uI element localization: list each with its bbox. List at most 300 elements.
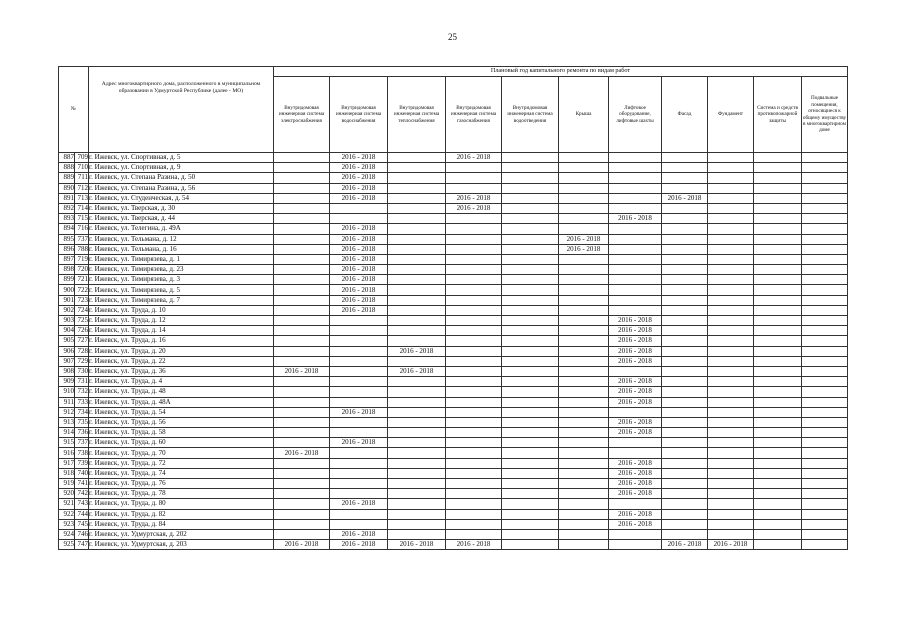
row-work-year	[708, 254, 754, 264]
row-work-year	[274, 417, 330, 427]
row-work-year	[446, 438, 502, 448]
row-register-number: 724	[75, 305, 89, 315]
row-number: 889	[59, 173, 75, 183]
row-work-year	[802, 519, 848, 529]
row-work-year	[754, 153, 802, 163]
row-work-year	[662, 509, 708, 519]
header-col-heat-supply: Внутридомовая инженерная система теплоснабжения	[388, 77, 446, 153]
row-work-year	[388, 458, 446, 468]
row-work-year	[609, 448, 662, 458]
row-work-year	[609, 407, 662, 417]
row-work-year	[609, 529, 662, 539]
row-register-number: 733	[75, 397, 89, 407]
row-work-year	[708, 387, 754, 397]
row-work-year	[662, 163, 708, 173]
header-col-drainage: Внутридомовая инженерная система водоотведения	[502, 77, 559, 153]
row-work-year	[502, 275, 559, 285]
row-register-number: 737	[75, 438, 89, 448]
row-work-year	[274, 265, 330, 275]
row-work-year	[802, 254, 848, 264]
row-address: г. Ижевск, ул. Труда, д. 48А	[89, 397, 274, 407]
row-work-year	[446, 336, 502, 346]
row-work-year: 2016 - 2018	[609, 458, 662, 468]
row-work-year	[502, 509, 559, 519]
table-row	[59, 305, 848, 315]
header-col-water-supply: Внутридомовая инженерная система водоснабжения	[330, 77, 388, 153]
row-address: г. Ижевск, ул. Труда, д. 56	[89, 417, 274, 427]
row-work-year	[330, 356, 388, 366]
row-work-year	[502, 265, 559, 275]
row-work-year	[754, 366, 802, 376]
row-work-year	[446, 163, 502, 173]
row-address: г. Ижевск, ул. Труда, д. 54	[89, 407, 274, 417]
row-work-year	[446, 468, 502, 478]
row-work-year	[388, 275, 446, 285]
row-work-year	[802, 366, 848, 376]
row-work-year	[330, 458, 388, 468]
row-work-year: 2016 - 2018	[274, 366, 330, 376]
row-work-year	[754, 489, 802, 499]
row-work-year	[502, 529, 559, 539]
row-work-year	[754, 234, 802, 244]
row-address: г. Ижевск, ул. Студенческая, д. 54	[89, 193, 274, 203]
row-address: г. Ижевск, ул. Тимирязева, д. 3	[89, 275, 274, 285]
row-address: г. Ижевск, ул. Труда, д. 58	[89, 428, 274, 438]
table-row	[59, 489, 848, 499]
row-address: г. Ижевск, ул. Тимирязева, д. 5	[89, 285, 274, 295]
row-work-year	[559, 366, 609, 376]
row-work-year	[330, 397, 388, 407]
row-work-year	[559, 407, 609, 417]
table-row	[59, 326, 848, 336]
row-address: г. Ижевск, ул. Труда, д. 74	[89, 468, 274, 478]
row-work-year	[330, 346, 388, 356]
row-work-year	[388, 203, 446, 213]
row-work-year	[388, 224, 446, 234]
row-work-year	[662, 448, 708, 458]
row-work-year	[708, 366, 754, 376]
row-work-year	[388, 163, 446, 173]
row-work-year	[754, 499, 802, 509]
row-work-year	[274, 153, 330, 163]
row-register-number: 747	[75, 540, 89, 550]
row-work-year	[274, 479, 330, 489]
row-work-year	[559, 438, 609, 448]
row-address: г. Ижевск, ул. Удмуртская, д. 203	[89, 540, 274, 550]
row-work-year	[662, 305, 708, 315]
row-work-year	[388, 438, 446, 448]
table-row	[59, 438, 848, 448]
row-work-year	[274, 295, 330, 305]
row-number: 907	[59, 356, 75, 366]
table-row	[59, 448, 848, 458]
row-work-year	[708, 244, 754, 254]
row-address: г. Ижевск, ул. Труда, д. 4	[89, 377, 274, 387]
row-work-year	[559, 305, 609, 315]
row-register-number: 726	[75, 326, 89, 336]
header-address: Адрес многоквартирного дома, расположенного в муниципальном образовании в Удмуртской Республике (далее - МО)	[89, 67, 274, 153]
row-address: г. Ижевск, ул. Труда, д. 16	[89, 336, 274, 346]
row-work-year	[754, 265, 802, 275]
row-work-year: 2016 - 2018	[609, 489, 662, 499]
row-register-number: 734	[75, 407, 89, 417]
row-register-number: 740	[75, 468, 89, 478]
row-work-year	[388, 244, 446, 254]
row-work-year	[802, 499, 848, 509]
row-work-year	[388, 387, 446, 397]
row-work-year	[662, 499, 708, 509]
row-work-year	[388, 529, 446, 539]
row-work-year	[754, 387, 802, 397]
row-work-year	[274, 377, 330, 387]
row-work-year	[662, 356, 708, 366]
row-number: 902	[59, 305, 75, 315]
row-work-year	[388, 153, 446, 163]
row-work-year	[802, 356, 848, 366]
row-address: г. Ижевск, ул. Труда, д. 82	[89, 509, 274, 519]
row-work-year	[446, 295, 502, 305]
table-row	[59, 428, 848, 438]
row-work-year: 2016 - 2018	[330, 295, 388, 305]
row-work-year	[559, 163, 609, 173]
row-work-year	[559, 387, 609, 397]
row-work-year: 2016 - 2018	[330, 224, 388, 234]
row-number: 887	[59, 153, 75, 163]
row-work-year	[708, 173, 754, 183]
row-work-year	[802, 458, 848, 468]
row-work-year	[502, 540, 559, 550]
row-work-year	[754, 407, 802, 417]
row-work-year: 2016 - 2018	[609, 468, 662, 478]
row-work-year	[662, 275, 708, 285]
row-work-year	[330, 326, 388, 336]
row-work-year: 2016 - 2018	[330, 163, 388, 173]
row-work-year	[662, 326, 708, 336]
row-work-year	[754, 244, 802, 254]
row-work-year	[559, 499, 609, 509]
row-work-year	[559, 397, 609, 407]
row-work-year	[502, 407, 559, 417]
row-work-year: 2016 - 2018	[559, 234, 609, 244]
row-number: 893	[59, 214, 75, 224]
row-work-year	[802, 203, 848, 213]
row-number: 903	[59, 316, 75, 326]
row-work-year	[662, 173, 708, 183]
row-address: г. Ижевск, ул. Труда, д. 80	[89, 499, 274, 509]
row-work-year	[802, 468, 848, 478]
row-work-year	[662, 214, 708, 224]
row-work-year	[274, 183, 330, 193]
row-work-year	[274, 407, 330, 417]
row-number: 888	[59, 163, 75, 173]
row-work-year: 2016 - 2018	[609, 519, 662, 529]
row-work-year	[662, 316, 708, 326]
row-register-number: 788	[75, 244, 89, 254]
row-work-year: 2016 - 2018	[330, 540, 388, 550]
row-work-year	[708, 193, 754, 203]
row-work-year	[754, 214, 802, 224]
row-work-year	[609, 203, 662, 213]
row-work-year	[708, 458, 754, 468]
row-work-year	[388, 479, 446, 489]
row-register-number: 739	[75, 458, 89, 468]
row-work-year	[802, 397, 848, 407]
row-register-number: 714	[75, 203, 89, 213]
row-work-year	[754, 336, 802, 346]
header-col-basement: Подвальные помещения, относящиеся к общему имуществу в многоквартирном доме	[802, 77, 848, 153]
row-work-year	[708, 305, 754, 315]
row-work-year	[388, 468, 446, 478]
row-work-year	[802, 387, 848, 397]
row-work-year	[274, 163, 330, 173]
row-work-year	[754, 468, 802, 478]
row-work-year	[708, 336, 754, 346]
row-work-year	[708, 265, 754, 275]
row-number: 911	[59, 397, 75, 407]
row-work-year	[559, 153, 609, 163]
row-work-year	[708, 275, 754, 285]
row-number: 908	[59, 366, 75, 376]
row-work-year	[330, 377, 388, 387]
row-number: 897	[59, 254, 75, 264]
row-work-year	[559, 203, 609, 213]
row-register-number: 715	[75, 214, 89, 224]
row-work-year	[330, 203, 388, 213]
row-register-number: 719	[75, 254, 89, 264]
row-address: г. Ижевск, ул. Труда, д. 48	[89, 387, 274, 397]
row-work-year	[330, 316, 388, 326]
row-work-year	[446, 529, 502, 539]
row-number: 925	[59, 540, 75, 550]
row-work-year: 2016 - 2018	[388, 346, 446, 356]
row-work-year	[274, 458, 330, 468]
row-work-year	[609, 285, 662, 295]
row-work-year	[708, 183, 754, 193]
row-number: 924	[59, 529, 75, 539]
row-address: г. Ижевск, ул. Тельмана, д. 16	[89, 244, 274, 254]
row-work-year	[662, 468, 708, 478]
row-work-year	[609, 265, 662, 275]
row-number: 891	[59, 193, 75, 203]
row-work-year	[446, 305, 502, 315]
row-work-year	[446, 407, 502, 417]
row-work-year	[708, 346, 754, 356]
row-work-year	[802, 417, 848, 427]
row-register-number: 741	[75, 479, 89, 489]
row-work-year	[559, 346, 609, 356]
row-work-year	[559, 295, 609, 305]
row-work-year	[330, 366, 388, 376]
row-work-year	[559, 428, 609, 438]
row-work-year	[609, 224, 662, 234]
row-work-year	[609, 193, 662, 203]
row-number: 900	[59, 285, 75, 295]
row-work-year	[662, 458, 708, 468]
row-work-year	[802, 224, 848, 234]
row-work-year	[609, 163, 662, 173]
row-work-year: 2016 - 2018	[609, 316, 662, 326]
row-work-year	[559, 458, 609, 468]
row-address: г. Ижевск, ул. Труда, д. 60	[89, 438, 274, 448]
table-row	[59, 377, 848, 387]
row-work-year	[446, 285, 502, 295]
row-work-year	[388, 285, 446, 295]
table-row	[59, 163, 848, 173]
row-work-year	[388, 173, 446, 183]
row-address: г. Ижевск, ул. Труда, д. 36	[89, 366, 274, 376]
row-work-year	[802, 285, 848, 295]
row-register-number: 722	[75, 285, 89, 295]
row-work-year	[330, 214, 388, 224]
row-number: 909	[59, 377, 75, 387]
row-work-year	[662, 295, 708, 305]
row-work-year	[708, 224, 754, 234]
row-work-year: 2016 - 2018	[330, 254, 388, 264]
header-planned-year: Плановый год капитального ремонта по видам работ	[274, 67, 848, 77]
row-work-year: 2016 - 2018	[330, 183, 388, 193]
row-number: 914	[59, 428, 75, 438]
table-row	[59, 224, 848, 234]
table-row	[59, 356, 848, 366]
row-work-year	[559, 356, 609, 366]
row-work-year	[274, 336, 330, 346]
row-work-year	[802, 163, 848, 173]
row-work-year	[502, 468, 559, 478]
row-work-year	[802, 438, 848, 448]
row-work-year	[274, 234, 330, 244]
row-work-year	[502, 203, 559, 213]
row-work-year: 2016 - 2018	[559, 244, 609, 254]
row-register-number: 743	[75, 499, 89, 509]
row-work-year: 2016 - 2018	[274, 448, 330, 458]
row-work-year	[446, 458, 502, 468]
row-work-year	[446, 326, 502, 336]
row-work-year	[502, 183, 559, 193]
table-row	[59, 509, 848, 519]
row-work-year	[559, 448, 609, 458]
row-register-number: 738	[75, 448, 89, 458]
row-number: 920	[59, 489, 75, 499]
table-row	[59, 244, 848, 254]
row-work-year	[708, 285, 754, 295]
row-work-year	[388, 183, 446, 193]
row-work-year: 2016 - 2018	[609, 336, 662, 346]
header-col-facade: Фасад	[662, 77, 708, 153]
row-work-year	[274, 387, 330, 397]
row-work-year	[662, 346, 708, 356]
row-address: г. Ижевск, ул. Труда, д. 70	[89, 448, 274, 458]
table-row	[59, 407, 848, 417]
row-work-year: 2016 - 2018	[330, 285, 388, 295]
row-number: 916	[59, 448, 75, 458]
row-work-year	[502, 499, 559, 509]
row-work-year	[708, 214, 754, 224]
row-address: г. Ижевск, ул. Тимирязева, д. 7	[89, 295, 274, 305]
row-work-year	[388, 295, 446, 305]
row-work-year	[274, 346, 330, 356]
row-number: 904	[59, 326, 75, 336]
row-work-year	[708, 529, 754, 539]
row-address: г. Ижевск, ул. Телегина, д. 49А	[89, 224, 274, 234]
header-col-elevators: Лифтовое оборудование, лифтовые шахты	[609, 77, 662, 153]
row-register-number: 716	[75, 224, 89, 234]
row-work-year	[708, 428, 754, 438]
row-work-year	[609, 234, 662, 244]
row-work-year	[754, 316, 802, 326]
row-work-year: 2016 - 2018	[388, 366, 446, 376]
row-work-year	[502, 316, 559, 326]
row-number: 917	[59, 458, 75, 468]
row-work-year	[609, 305, 662, 315]
row-work-year	[388, 234, 446, 244]
table-row	[59, 417, 848, 427]
header-col-electricity: Внутридомовая инженерная система электроснабжения	[274, 77, 330, 153]
row-number: 912	[59, 407, 75, 417]
row-work-year	[559, 193, 609, 203]
row-work-year	[802, 183, 848, 193]
row-work-year	[330, 479, 388, 489]
row-work-year	[754, 509, 802, 519]
row-work-year: 2016 - 2018	[330, 234, 388, 244]
row-address: г. Ижевск, ул. Труда, д. 78	[89, 489, 274, 499]
row-work-year	[446, 448, 502, 458]
table-row	[59, 529, 848, 539]
row-address: г. Ижевск, ул. Тимирязева, д. 1	[89, 254, 274, 264]
row-work-year	[502, 458, 559, 468]
row-work-year: 2016 - 2018	[330, 275, 388, 285]
row-work-year	[274, 438, 330, 448]
table-row	[59, 203, 848, 213]
row-register-number: 730	[75, 366, 89, 376]
table-row	[59, 366, 848, 376]
row-work-year	[754, 224, 802, 234]
row-work-year	[708, 509, 754, 519]
row-work-year	[708, 479, 754, 489]
row-work-year	[754, 183, 802, 193]
row-work-year: 2016 - 2018	[330, 153, 388, 163]
table-row	[59, 275, 848, 285]
row-work-year	[274, 203, 330, 213]
table-row	[59, 499, 848, 509]
row-work-year	[388, 448, 446, 458]
row-work-year	[662, 224, 708, 234]
row-work-year	[802, 377, 848, 387]
row-address: г. Ижевск, ул. Труда, д. 76	[89, 479, 274, 489]
row-work-year	[388, 336, 446, 346]
row-work-year	[559, 540, 609, 550]
row-address: г. Ижевск, ул. Тверская, д. 44	[89, 214, 274, 224]
row-work-year	[388, 397, 446, 407]
row-work-year	[559, 183, 609, 193]
row-work-year	[802, 448, 848, 458]
table-row	[59, 346, 848, 356]
row-work-year: 2016 - 2018	[330, 305, 388, 315]
row-register-number: 745	[75, 519, 89, 529]
row-work-year	[388, 305, 446, 315]
row-number: 896	[59, 244, 75, 254]
row-register-number: 725	[75, 316, 89, 326]
row-work-year	[388, 417, 446, 427]
row-work-year	[802, 540, 848, 550]
row-number: 918	[59, 468, 75, 478]
row-work-year: 2016 - 2018	[446, 203, 502, 213]
row-work-year	[502, 244, 559, 254]
row-work-year: 2016 - 2018	[609, 346, 662, 356]
row-work-year	[502, 448, 559, 458]
row-work-year	[662, 397, 708, 407]
row-work-year	[802, 193, 848, 203]
row-work-year	[662, 265, 708, 275]
